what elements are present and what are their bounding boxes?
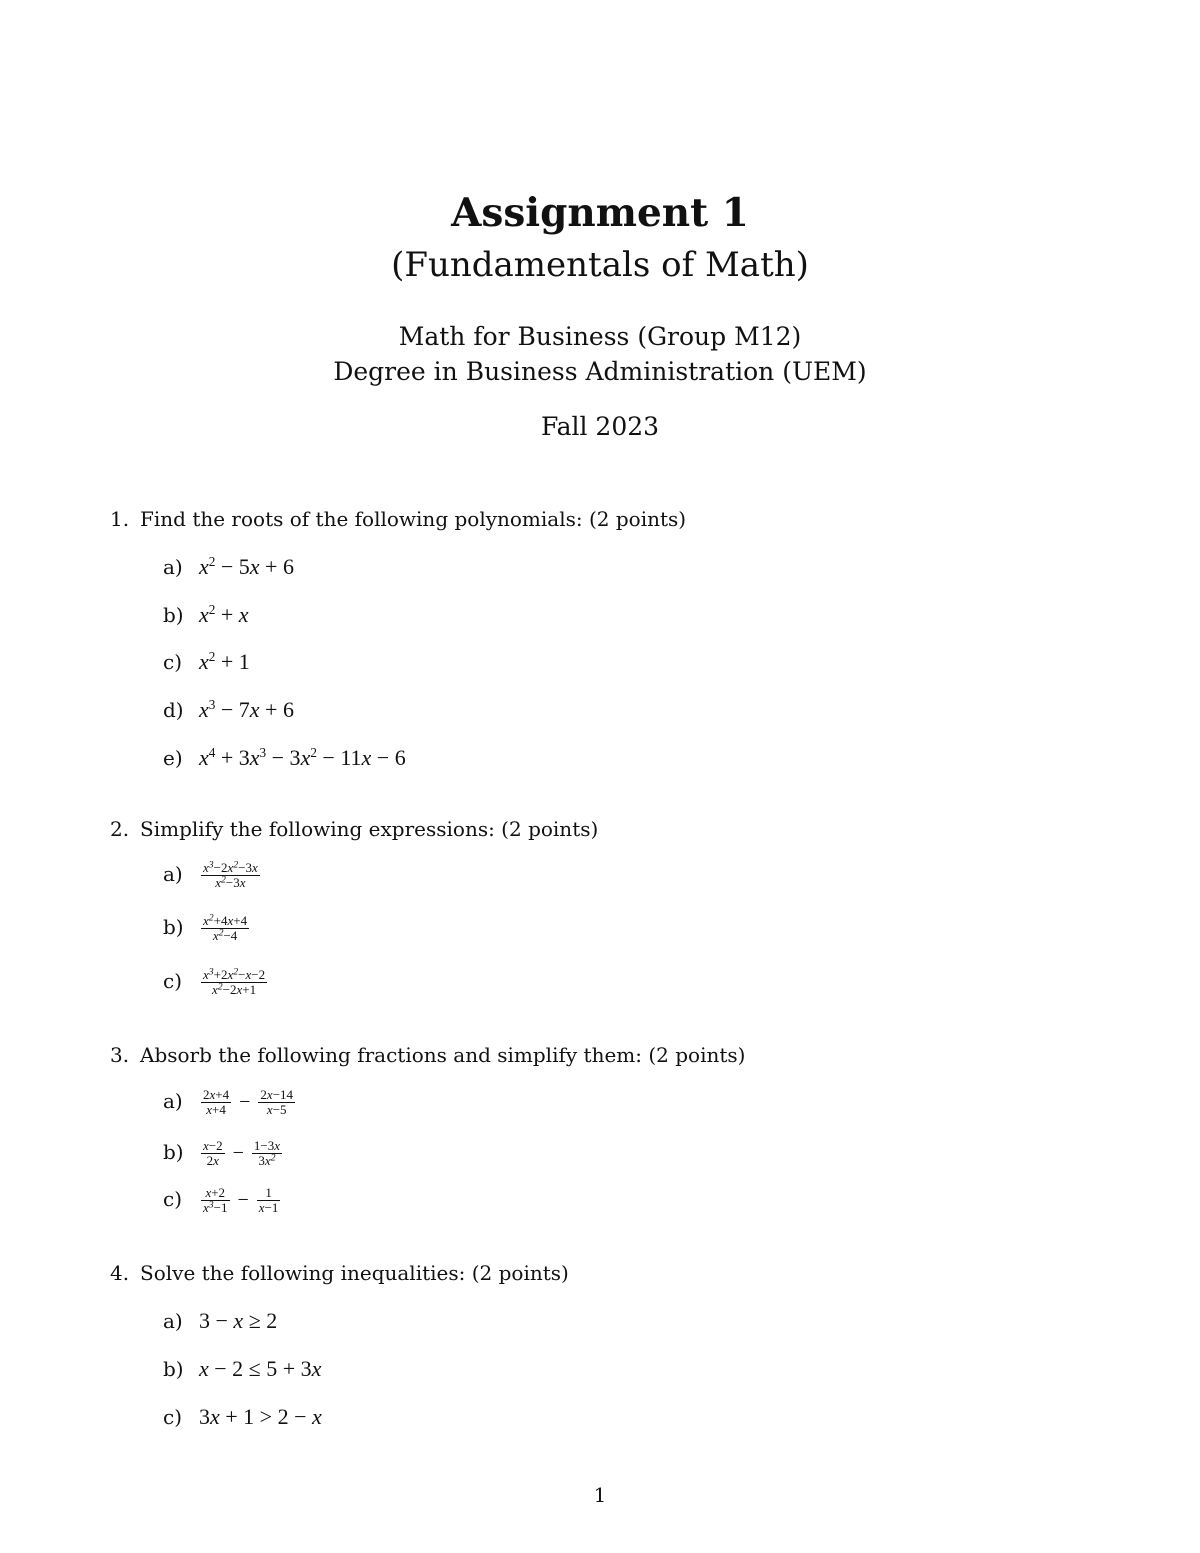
- question-4: [110, 1261, 569, 1285]
- fraction: $\frac{2x+4}{x+4}$: [203, 1087, 230, 1117]
- item-label: d): [163, 698, 184, 722]
- item-label: b): [163, 915, 184, 939]
- fraction: $\frac{1}{x-1}$: [258, 1185, 279, 1215]
- list-item: [163, 968, 269, 997]
- term: Fall 2023: [540, 412, 660, 441]
- list-item: [163, 1404, 322, 1430]
- list-item: b) $\frac{x-2}{2x}$ − $\frac{1-3x}{3x^2}$: [163, 1138, 281, 1168]
- fraction: $\frac{x^3-2x^2-3x}{x^2-3x}$: [203, 859, 258, 890]
- page-number: 1: [593, 1483, 607, 1507]
- fraction: $\frac{2x-14}{x-5}$: [260, 1087, 294, 1117]
- fraction: $\frac{x-2}{2x}$: [203, 1138, 223, 1168]
- list-item: [163, 554, 294, 580]
- question-number: 4.: [110, 1261, 130, 1285]
- list-item: [163, 602, 249, 628]
- list-item: [163, 745, 406, 771]
- question-1: [110, 507, 686, 531]
- list-item: [163, 914, 251, 943]
- list-item: [163, 1308, 277, 1334]
- fraction: $\frac{x^3+2x^2-x-2}{x^2-2x+1}$: [203, 966, 266, 997]
- list-item: [163, 1356, 321, 1382]
- math-expression: $x^2 - 5x + 6$: [199, 554, 294, 579]
- math-expression: $x^4 + 3x^3 - 3x^2 - 11x - 6$: [199, 745, 406, 770]
- question-text: Absorb the following fractions and simplify them: (2 points): [140, 1043, 746, 1067]
- math-expression: x − 2 ≤ 5 + 3x: [199, 1356, 322, 1381]
- math-expression: 3 − x ≥ 2: [199, 1308, 278, 1333]
- list-item: a) $\frac{2x+4}{x+4}$ − $\frac{2x-14}{x-5}$: [163, 1087, 294, 1117]
- question-2: [110, 817, 598, 841]
- question-text: Solve the following inequalities: (2 points): [140, 1261, 569, 1285]
- math-expression: $x^2 + x$: [199, 602, 249, 627]
- math-expression: $x^2 + 1$: [199, 649, 250, 674]
- course-name: Math for Business (Group M12): [398, 322, 802, 351]
- list-item: [163, 861, 262, 890]
- item-label: a): [163, 555, 183, 579]
- page-title: Assignment 1: [451, 190, 749, 236]
- list-item: c) $\frac{x+2}{x^3-1}$ − $\frac{1}{x-1}$: [163, 1185, 279, 1215]
- item-label: c): [163, 1405, 183, 1429]
- question-number: 1.: [110, 507, 130, 531]
- item-label: c): [163, 650, 183, 674]
- item-label: e): [163, 746, 183, 770]
- item-label: a): [163, 1309, 183, 1333]
- fraction: $\frac{x^2+4x+4}{x^2-4}$: [203, 912, 248, 943]
- item-label: a): [163, 1089, 183, 1113]
- page-subtitle: (Fundamentals of Math): [391, 245, 809, 285]
- math-expression: 3x + 1 > 2 − x: [199, 1404, 322, 1429]
- item-label: b): [163, 1140, 184, 1164]
- question-number: 3.: [110, 1043, 130, 1067]
- fraction: $\frac{x+2}{x^3-1}$: [203, 1185, 228, 1215]
- math-expression: $x^3 - 7x + 6$: [199, 697, 294, 722]
- question-text: Find the roots of the following polynomials: (2 points): [140, 507, 687, 531]
- item-label: b): [163, 603, 184, 627]
- list-item: [163, 697, 294, 723]
- fraction: $\frac{1-3x}{3x^2}$: [253, 1138, 281, 1168]
- question-number: 2.: [110, 817, 130, 841]
- list-item: [163, 649, 250, 675]
- item-label: c): [163, 969, 183, 993]
- question-3: [110, 1043, 745, 1067]
- item-label: a): [163, 862, 183, 886]
- degree-name: Degree in Business Administration (UEM): [333, 357, 867, 386]
- item-label: c): [163, 1187, 183, 1211]
- question-text: Simplify the following expressions: (2 points): [140, 817, 599, 841]
- item-label: b): [163, 1357, 184, 1381]
